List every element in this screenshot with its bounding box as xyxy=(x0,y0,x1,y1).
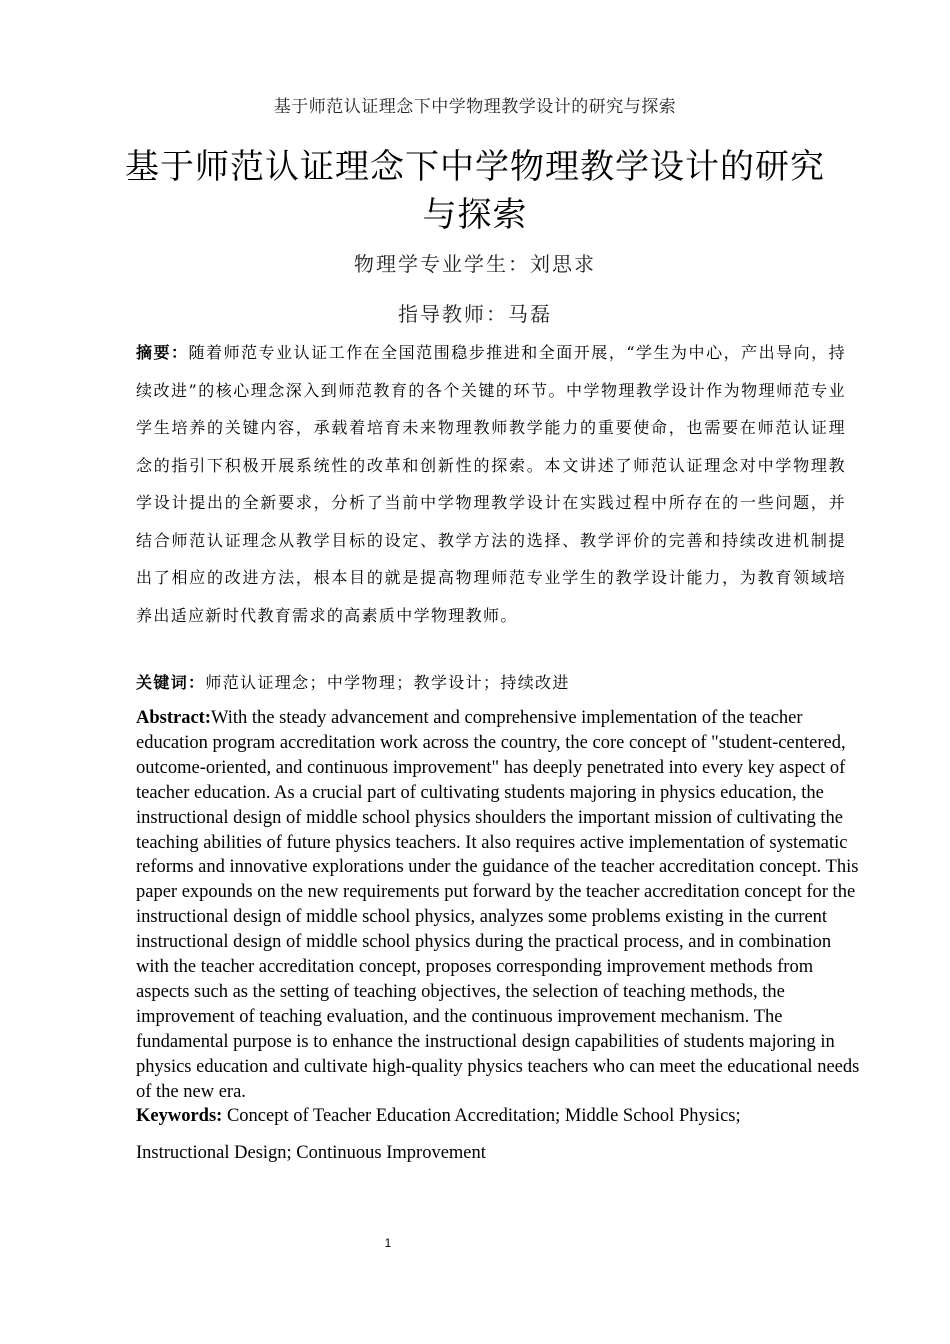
chinese-keywords-label: 关键词： xyxy=(136,673,206,692)
english-abstract-text: With the steady advancement and comprehensive implementation of the teacher education program accreditation work across the country, the core concept of "student-centered, outcome-oriented, and continuous improvement" has deeply penetrated into every key aspect of teacher education. As a crucial part of cultivating students majoring in physics education, the instructional design of middle school physics shoulders the important mission of cultivating the teaching abilities of future physics teachers. It also requires active implementation of systematic reforms and innovative explorations under the guidance of the teacher accreditation concept. This paper expounds on the new requirements put forward by the teacher accreditation concept for the instructional design of middle school physics, analyzes some problems existing in the current instructional design of middle school physics during the practical process, and in combination with the teacher accreditation concept, proposes corresponding improvement methods from aspects such as the setting of teaching objectives, the selection of teaching methods, the improvement of teaching evaluation, and the continuous improvement mechanism. The fundamental purpose is to enhance the instructional design capabilities of students majoring in physics education and cultivate high-quality physics teachers who can meet the educational needs of the new era. xyxy=(136,708,860,1102)
author-line: 物理学专业学生：刘思求 xyxy=(354,252,596,276)
english-keywords-continuation: Instructional Design; Continuous Improvement xyxy=(136,1143,486,1163)
chinese-abstract-text: 随着师范专业认证工作在全国范围稳步推进和全面开展，“学生为中心，产出导向，持续改进”的核心理念深入到师范教育的各个关键的环节。中学物理教学设计作为物理师范专业学生培养的关键内容，承载着培育未来物理教师教学能力的重要使命，也需要在师范认证理念的指引下积极开展系统性的改革和创新性的探索。本文讲述了师范认证理念对中学物理教学设计提出的全新要求，分析了当前中学物理教学设计在实践过程中所存在的一些问题，并结合师范认证理念从教学目标的设定、教学方法的选择、教学评价的完善和持续改进机制提出了相应的改进方法，根本目的就是提高物理师范专业学生的教学设计能力，为教育领域培养出适应新时代教育需求的高素质中学物理教师。 xyxy=(136,343,846,625)
chinese-abstract-label: 摘要： xyxy=(136,343,189,362)
english-keywords-line1: Concept of Teacher Education Accreditation; Middle School Physics; xyxy=(226,1106,741,1126)
running-header: 基于师范认证理念下中学物理教学设计的研究与探索 xyxy=(273,97,677,117)
english-abstract xyxy=(136,706,864,1105)
page-number: 1 xyxy=(384,1236,392,1250)
english-keywords xyxy=(136,1104,864,1129)
paper-title: 基于师范认证理念下中学物理教学设计的研究与探索 xyxy=(125,147,825,235)
english-keywords-label: Keywords: xyxy=(136,1106,223,1126)
english-abstract-label: Abstract: xyxy=(136,708,212,728)
chinese-abstract xyxy=(136,334,846,634)
chinese-keywords xyxy=(136,667,846,699)
chinese-keywords-text: 师范认证理念；中学物理；教学设计；持续改进 xyxy=(205,673,570,692)
advisor-line: 指导教师：马磊 xyxy=(398,302,552,326)
